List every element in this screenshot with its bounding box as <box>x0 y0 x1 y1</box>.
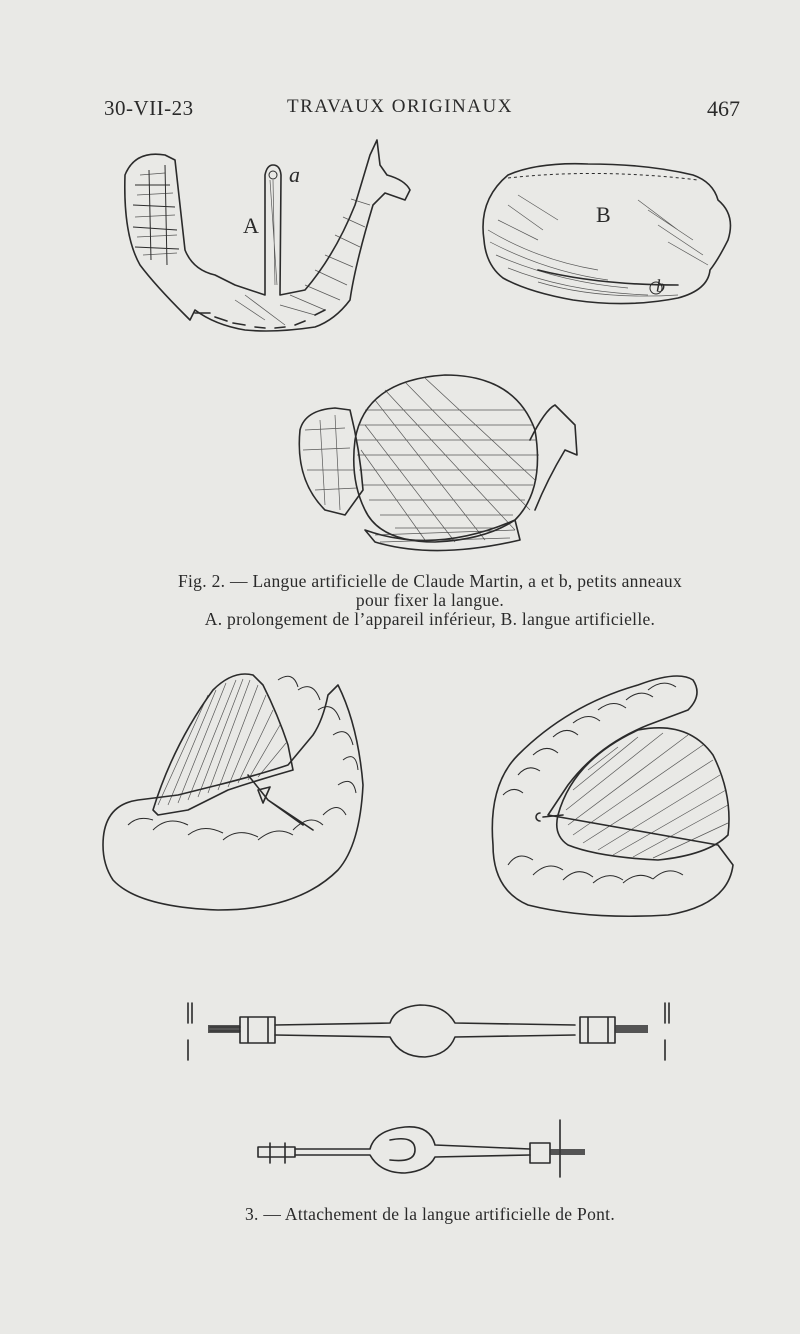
page-header <box>0 96 800 126</box>
figure3-caption-text: 3. — Attachement de la langue artificielle de Pont. <box>244 1204 616 1224</box>
fig3-attachment-rod-drawing <box>180 995 675 1070</box>
fig2-assembled-drawing <box>285 370 590 560</box>
fig2-tongue-drawing <box>478 160 740 310</box>
label-B: B <box>596 202 611 227</box>
fig3-left-denture-drawing <box>98 665 368 915</box>
figure2-caption <box>60 572 800 629</box>
fig3-attachment-ring-drawing <box>250 1115 600 1185</box>
fig3-right-denture-drawing <box>488 665 738 925</box>
header-date: 30-VII-23 <box>104 96 194 120</box>
label-b: b <box>656 276 665 296</box>
figure2-caption-line2: pour fixer la langue. <box>355 590 505 610</box>
page-number: 467 <box>707 96 740 121</box>
label-A: A <box>243 213 259 238</box>
header-title: TRAVAUX ORIGINAUX <box>287 96 513 117</box>
label-a: a <box>289 162 300 187</box>
figure3-caption <box>60 1205 800 1224</box>
fig2-appliance-drawing <box>115 135 420 340</box>
figure2-caption-line3: A. prolongement de l’appareil inférieur, B. langue artificielle. <box>204 609 656 629</box>
figure2-caption-line1: Fig. 2. — Langue artificielle de Claude Martin, a et b, petits anneaux <box>177 571 683 591</box>
